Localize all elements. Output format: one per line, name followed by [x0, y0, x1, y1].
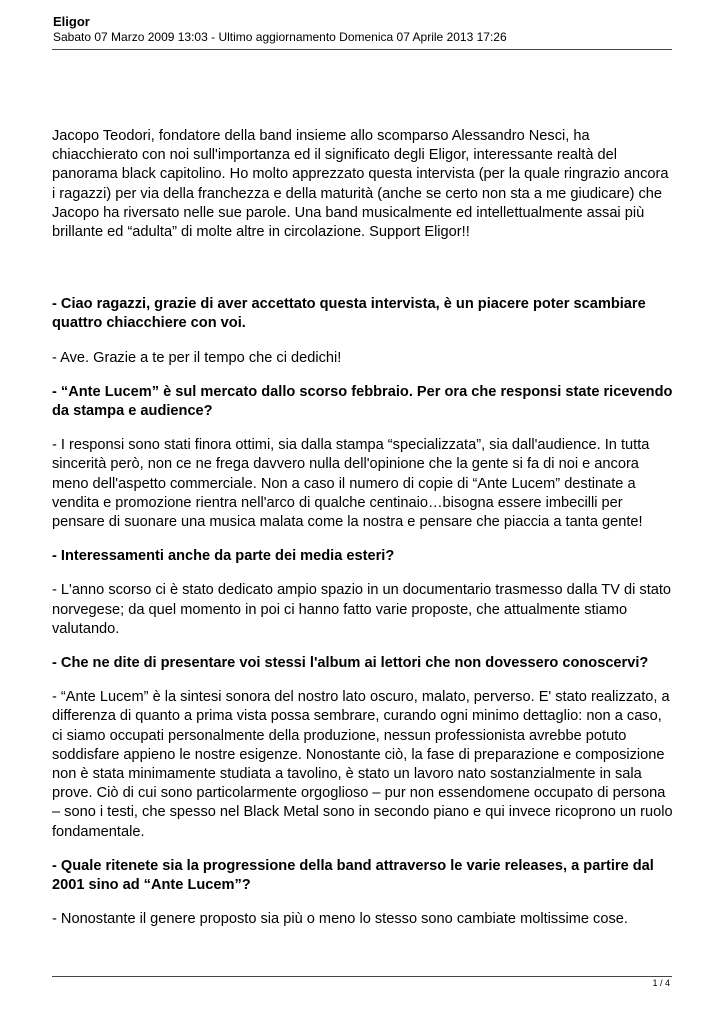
document-dates: Sabato 07 Marzo 2009 13:03 - Ultimo aggiornamento Domenica 07 Aprile 2013 17:26	[53, 30, 507, 44]
question: - Che ne dite di presentare voi stessi l'album ai lettori che non dovessero conoscervi?	[52, 655, 649, 672]
footer-divider	[52, 976, 672, 977]
intro-paragraph: Jacopo Teodori, fondatore della band insieme allo scomparso Alessandro Nesci, ha chiacchierato con noi sull'importanza ed il significato degli Eligor, interessante realtà del panorama black capitolino. Ho molto apprezzato questa intervista (per la quale ringrazio ancora i ragazzi) per via della franchezza e della maturità (anche se certo non sta a me giudicare) che Jacopo ha riversato nelle sue parole. Una band musicalmente ed intellettualmente assai più brillante ed “adulta” di molte altre in circolazione. Support Eligor!!	[52, 128, 669, 241]
page-number: 1 / 4	[652, 978, 670, 988]
answer: - Nonostante il genere proposto sia più o meno lo stesso sono cambiate moltissime cose.	[52, 911, 628, 928]
question: - Ciao ragazzi, grazie di aver accettato questa intervista, è un piacere poter scambiare quattro chiacchiere con voi.	[52, 296, 646, 332]
answer: - L'anno scorso ci è stato dedicato ampio spazio in un documentario trasmesso dalla TV di stato norvegese; da quel momento in poi ci hanno fatto varie proposte, che attualmente stiamo valutando.	[52, 582, 672, 637]
article-body	[52, 127, 674, 945]
question: - “Ante Lucem” è sul mercato dallo scorso febbraio. Per ora che responsi state ricevendo da stampa e audience?	[52, 383, 673, 420]
answer: - Ave. Grazie a te per il tempo che ci dedichi!	[52, 349, 342, 366]
question: - Quale ritenete sia la progressione della band attraverso le varie releases, a partire dal 2001 sino ad “Ante Lucem”?	[52, 857, 654, 894]
answer: - “Ante Lucem” è la sintesi sonora del nostro lato oscuro, malato, perverso. E' stato realizzato, a differenza di quanto a prima vista possa sembrare, curando ogni minimo dettaglio: non a caso, ci siamo occupati personalmente della produzione, nessun professionista avrebbe potuto soddisfare appieno le nostre esigenze. Nonostante ciò, la fase di preparazione e composizione non è stata minimamente studiata a tavolino, è stato un lavoro nato sostanzialmente in sala prove. Ciò di cui sono particolarmente orgoglioso – pur non essendomene occupato di persona – sono i testi, che spesso nel Black Metal sono in secondo piano e qui invece ricoprono un ruolo fondamentale.	[52, 689, 673, 840]
header-divider	[52, 49, 672, 50]
interview	[52, 295, 674, 929]
document-title: Eligor	[53, 14, 90, 29]
answer: - I responsi sono stati finora ottimi, sia dalla stampa “specializzata”, sia dall'audience. In tutta sincerità però, non ce ne frega davvero nulla dell'opinione che la gente si fa di noi e ancora meno dell'aspetto commerciale. Non a caso il numero di copie di “Ante Lucem” destinate a vendita e promozione rientra nell'arco di qualche centinaio…bisogna essere imbecilli per pensare di suonare una musica malata come la nostra e pensare che piaccia a tanta gente!	[52, 437, 650, 531]
page-header	[53, 14, 673, 45]
question: - Interessamenti anche da parte dei media esteri?	[52, 548, 395, 565]
